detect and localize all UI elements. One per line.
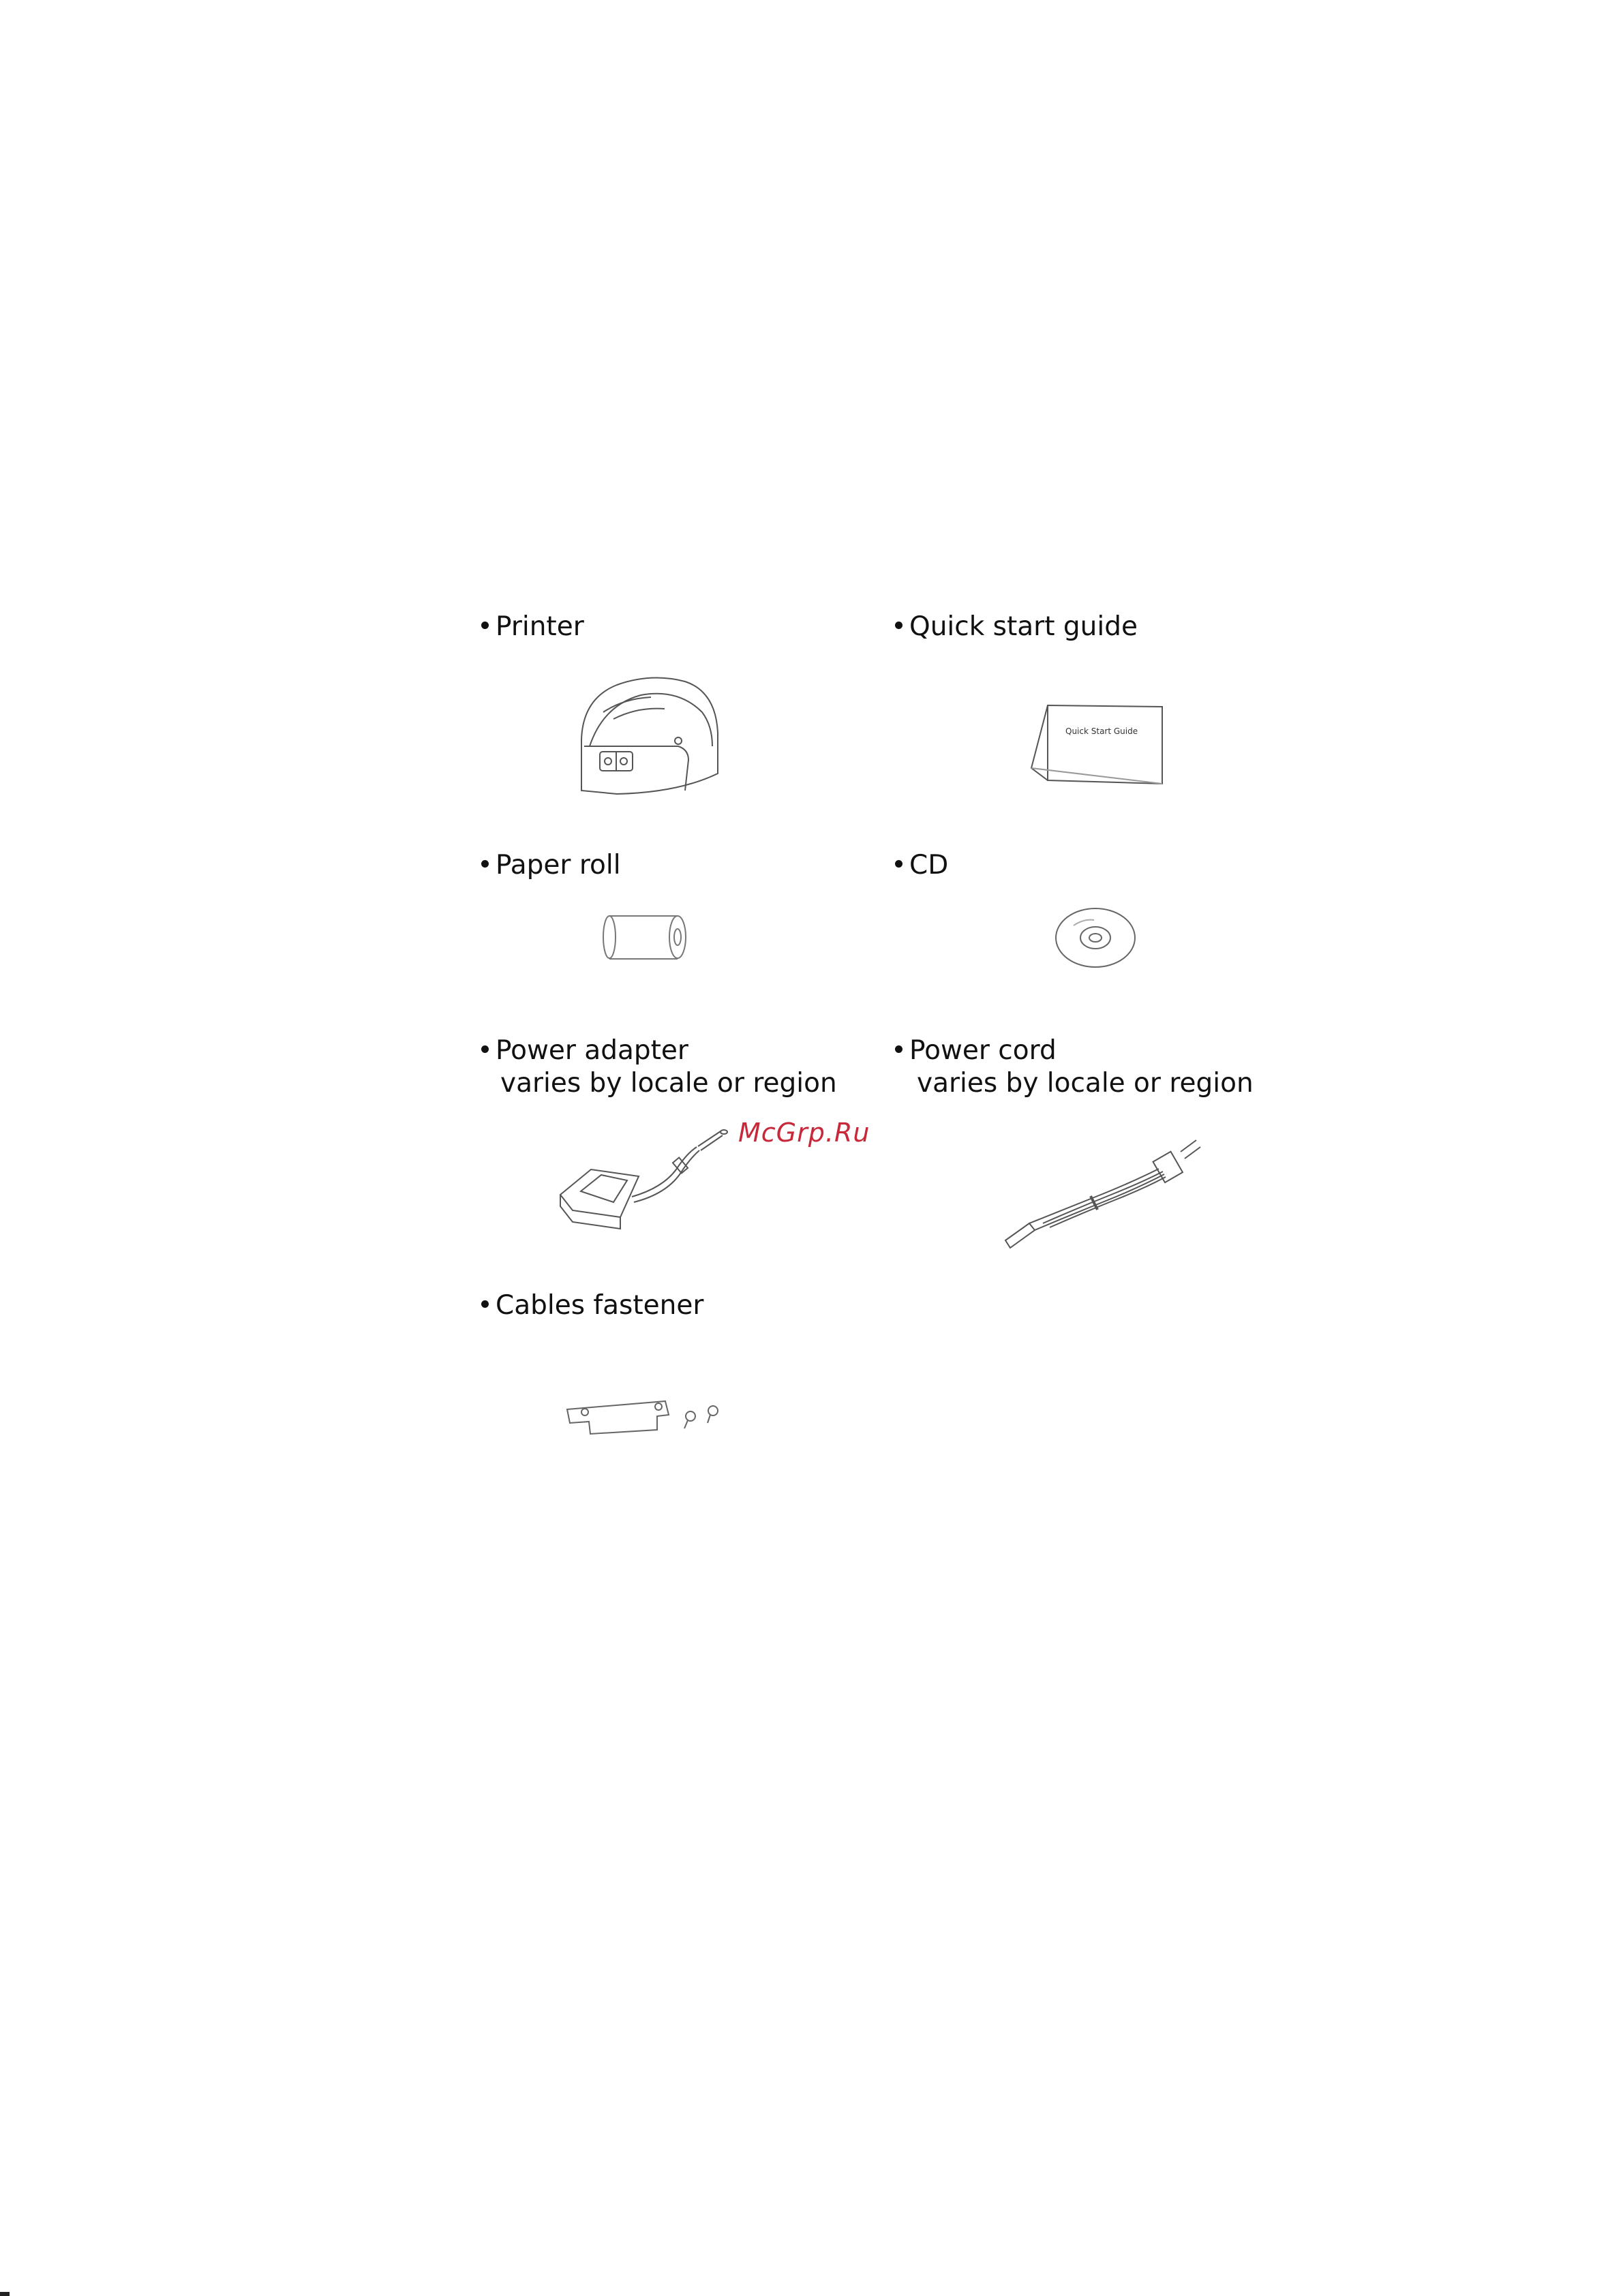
- printer-illustration: [576, 671, 723, 797]
- watermark: McGrp.Ru: [738, 1118, 870, 1148]
- page-corner-mark: [0, 2292, 10, 2296]
- guide-cover-text: Quick Start Guide: [1065, 726, 1138, 736]
- bullet-icon: [895, 622, 902, 629]
- bullet-icon: [895, 860, 902, 868]
- paper-roll-label: Paper roll: [496, 850, 621, 881]
- power-cord-illustration: [1002, 1128, 1207, 1257]
- cd-label: CD: [909, 850, 949, 881]
- cables-fastener-label: Cables fastener: [496, 1290, 704, 1321]
- bullet-icon: [895, 1045, 902, 1053]
- power-adapter-illustration: [553, 1123, 734, 1246]
- power-adapter-note: varies by locale or region: [500, 1068, 837, 1099]
- cables-fastener-illustration: [563, 1396, 730, 1440]
- paper-roll-illustration: [601, 912, 690, 963]
- item-label-quick-start-guide: [895, 611, 1138, 643]
- item-label-power-adapter: [481, 1035, 688, 1067]
- quick-start-guide-illustration: [1026, 692, 1166, 791]
- bullet-icon: [481, 1300, 489, 1308]
- quick-start-guide-label: Quick start guide: [909, 611, 1138, 642]
- bullet-icon: [481, 860, 489, 868]
- item-label-cables-fastener: [481, 1289, 703, 1322]
- item-label-paper-roll: [481, 849, 621, 882]
- power-cord-label: Power cord: [909, 1035, 1057, 1066]
- power-cord-note: varies by locale or region: [917, 1068, 1254, 1099]
- bullet-icon: [481, 1045, 489, 1053]
- power-adapter-label: Power adapter: [496, 1035, 688, 1066]
- printer-label: Printer: [496, 611, 584, 642]
- cd-illustration: [1053, 905, 1138, 970]
- item-label-power-cord: [895, 1035, 1057, 1067]
- item-label-cd: [895, 849, 948, 882]
- item-label-printer: [481, 611, 584, 643]
- bullet-icon: [481, 622, 489, 629]
